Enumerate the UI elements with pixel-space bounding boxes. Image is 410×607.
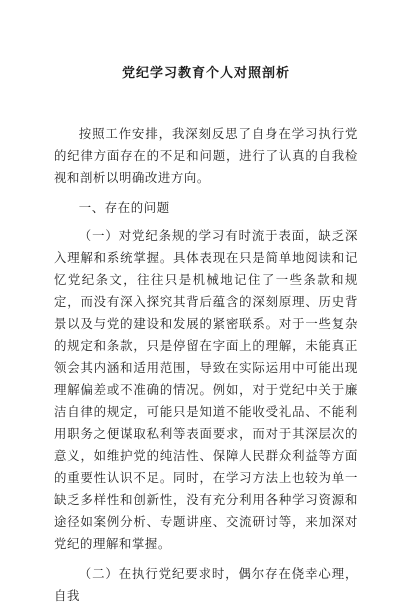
section-heading-problems: 一、存在的问题	[78, 200, 170, 215]
document-title: 党纪学习教育个人对照剖析	[121, 66, 290, 81]
problem-point-2: （二）在执行党纪要求时，偶尔存在侥幸心理，自我	[54, 566, 358, 603]
problem-point-1: （一）对党纪条规的学习有时流于表面，缺乏深入理解和系统掌握。具体表现在只是简单地阅读和记忆党纪条文，往往只是机械地记住了一些条款和规定，而没有深入探究其背后蕴含的深刻原理、历史背景以及与党的建设和发展的紧密联系。对于一些复杂的规定和条款，只是停留在字面上的理解，未能真正领会其内涵和适用范围，导致在实际运用中可能出现理解偏差或不准确的情况。例如，对于党纪中关于廉洁自律的规定，可能只是知道不能收受礼品、不能利用职务之便谋取私利等表面要求，而对于其深层次的意义，如维护党的纯洁性、保障人民群众利益等方面的重要性认识不足。同时，在学习方法上也较为单一缺乏多样性和创新性，没有充分利用各种学习资源和途径如案例分析、专题讲座、交流研讨等，来加深对党纪的理解和掌握。	[54, 228, 358, 551]
intro-paragraph: 按照工作安排，我深刻反思了自身在学习执行党的纪律方面存在的不足和问题，进行了认真的自我检视和剖析以明确改进方向。	[54, 126, 358, 185]
